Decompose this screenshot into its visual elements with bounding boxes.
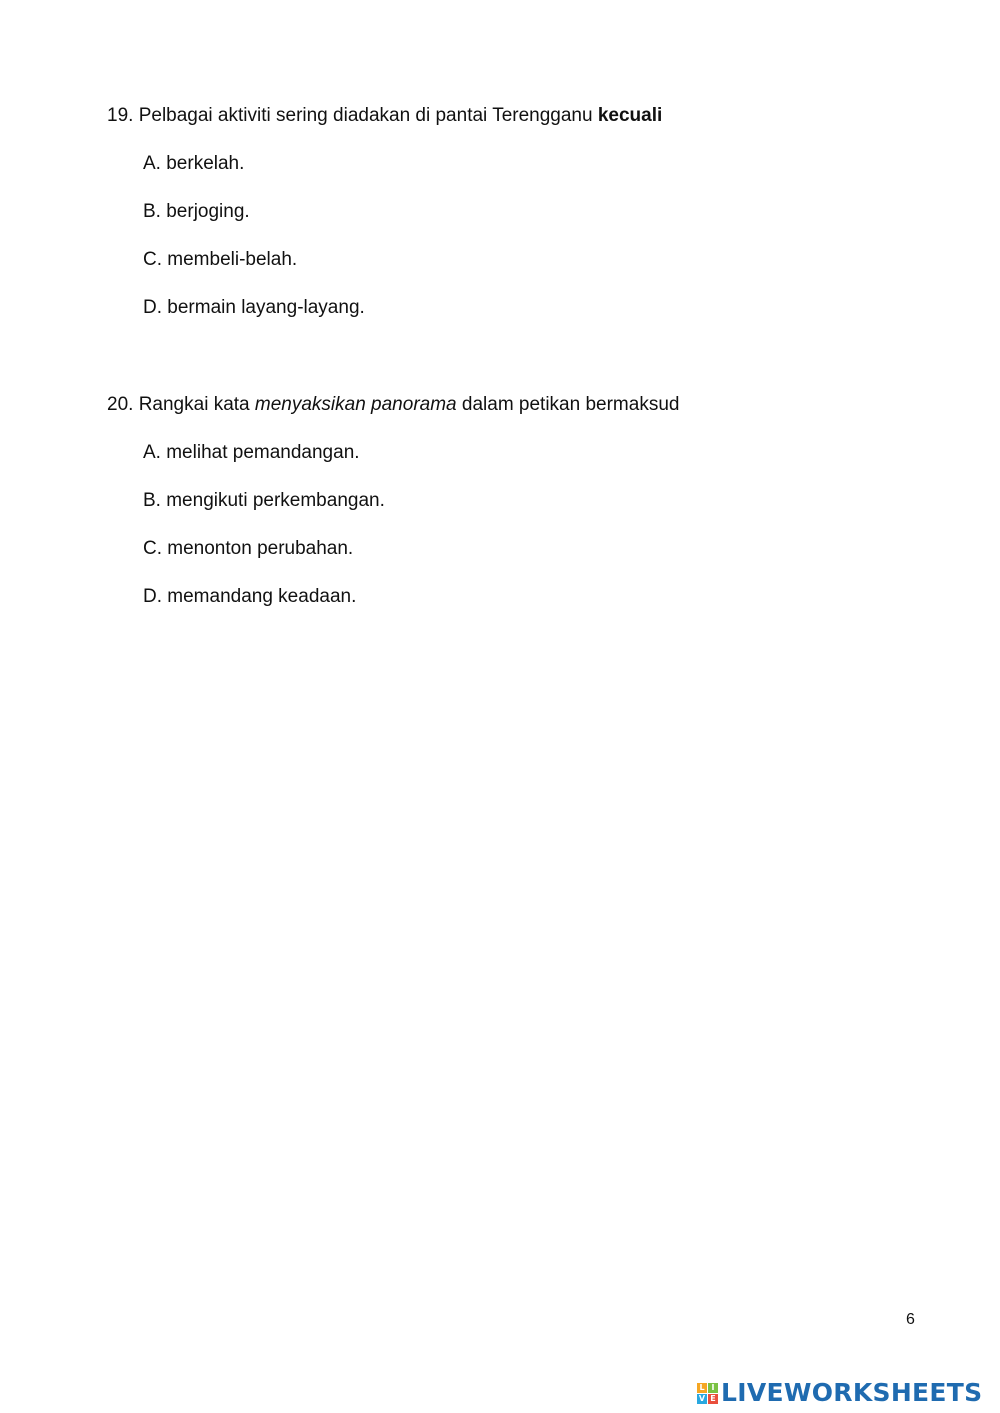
question-20-stem xyxy=(107,393,679,417)
question-19-option-b[interactable]: B. berjoging. xyxy=(143,201,250,222)
logo-text: LIVEWORKSHEETS xyxy=(721,1378,983,1407)
logo-tile-i: I xyxy=(708,1383,718,1393)
question-text-before: Rangkai kata xyxy=(138,394,250,415)
liveworksheets-logo[interactable] xyxy=(697,1378,982,1408)
question-19-option-c[interactable]: C. membeli-belah. xyxy=(143,249,298,270)
question-number: 19. xyxy=(107,105,134,126)
question-text: Pelbagai aktiviti sering diadakan di pantai Terengganu xyxy=(138,105,593,126)
logo-grid-icon xyxy=(697,1383,718,1404)
question-19-stem xyxy=(107,104,662,128)
question-19-option-d[interactable]: D. bermain layang-layang. xyxy=(143,297,365,318)
question-20-option-c[interactable]: C. menonton perubahan. xyxy=(143,538,354,559)
logo-tile-v: V xyxy=(698,1393,706,1403)
question-number: 20. xyxy=(107,394,134,415)
question-20-option-b[interactable]: B. mengikuti perkembangan. xyxy=(143,490,385,511)
page-number: 6 xyxy=(906,1311,915,1328)
question-phrase-italic: menyaksikan panorama xyxy=(254,394,457,415)
question-19-option-a[interactable]: A. berkelah. xyxy=(143,153,245,174)
question-20-option-a[interactable]: A. melihat pemandangan. xyxy=(143,442,360,463)
question-keyword-bold: kecuali xyxy=(597,105,663,126)
logo-tile-l: L xyxy=(697,1383,707,1393)
question-20-option-d[interactable]: D. memandang keadaan. xyxy=(143,586,357,607)
logo-tile-e: E xyxy=(708,1394,718,1404)
question-text-after: dalam petikan bermaksud xyxy=(461,394,680,415)
